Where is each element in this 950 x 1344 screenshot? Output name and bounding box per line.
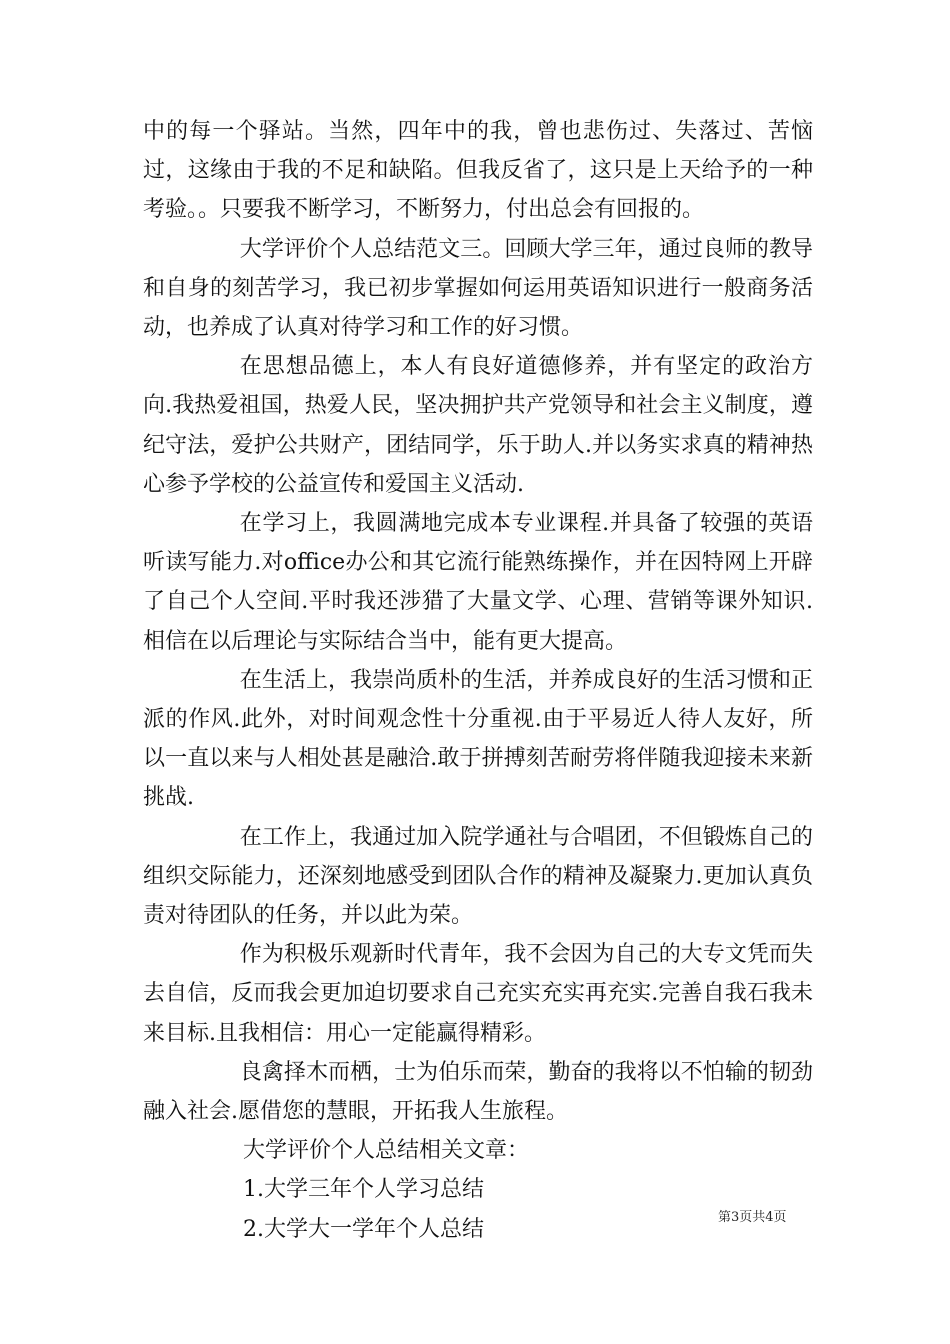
related-article-link[interactable]: 2.大学大一学年个人总结 [243, 1216, 484, 1242]
paragraph-closing: 良禽择木而栖，士为伯乐而荣，勤奋的我将以不怕输的韧劲融入社会.愿借您的慧眼，开拓我人生旅程。 [143, 1059, 813, 1125]
paragraph-continued: 中的每一个驿站。当然，四年中的我，曾也悲伤过、失落过、苦恼过，这缘由于我的不足和缺陷。但我反省了，这只是上天给予的一种考验。。只要我不断学习，不断努力，付出总会有回报的。 [143, 119, 813, 223]
paragraph-study: 在学习上，我圆满地完成本专业课程.并具备了较强的英语听读写能力.对office办公和其它流行能熟练操作，并在因特网上开辟了自己个人空间.平时我还涉猎了大量文学、心理、营销等课外知识.相信在以后理论与实际结合当中，能有更大提高。 [143, 511, 813, 654]
related-articles-heading: 大学评价个人总结相关文章： [243, 1138, 530, 1164]
paragraph-summary-intro: 大学评价个人总结范文三。回顾大学三年，通过良师的教导和自身的刻苦学习，我已初步掌握如何运用英语知识进行一般商务活动，也养成了认真对待学习和工作的好习惯。 [143, 236, 813, 341]
paragraph-outlook: 作为积极乐观新时代青年，我不会因为自己的大专文凭而失去自信，反而我会更加迫切要求自己充实充实再充实.完善自我石我未来目标.且我相信：用心一定能赢得精彩。 [143, 942, 813, 1046]
document-body [143, 112, 813, 1249]
related-article-link[interactable]: 1.大学三年个人学习总结 [243, 1177, 484, 1203]
paragraph-work: 在工作上，我通过加入院学通社与合唱团，不但锻炼自己的组织交际能力，还深刻地感受到团队合作的精神及凝聚力.更加认真负责对待团队的任务，并以此为荣。 [143, 824, 813, 929]
page-number: 第3页共4页 [718, 1210, 787, 1225]
paragraph-life: 在生活上，我崇尚质朴的生活，并养成良好的生活习惯和正派的作风.此外，对时间观念性十分重视.由于平易近人待人友好，所以一直以来与人相处甚是融洽.敢于拼搏刻苦耐劳将伴随我迎接未来新挑战. [143, 667, 813, 811]
paragraph-moral-character: 在思想品德上，本人有良好道德修养，并有坚定的政治方向.我热爱祖国，热爱人民，坚决拥护共产党领导和社会主义制度，遵纪守法，爱护公共财产，团结同学，乐于助人.并以务实求真的精神热心参予学校的公益宣传和爱国主义活动. [143, 354, 813, 497]
